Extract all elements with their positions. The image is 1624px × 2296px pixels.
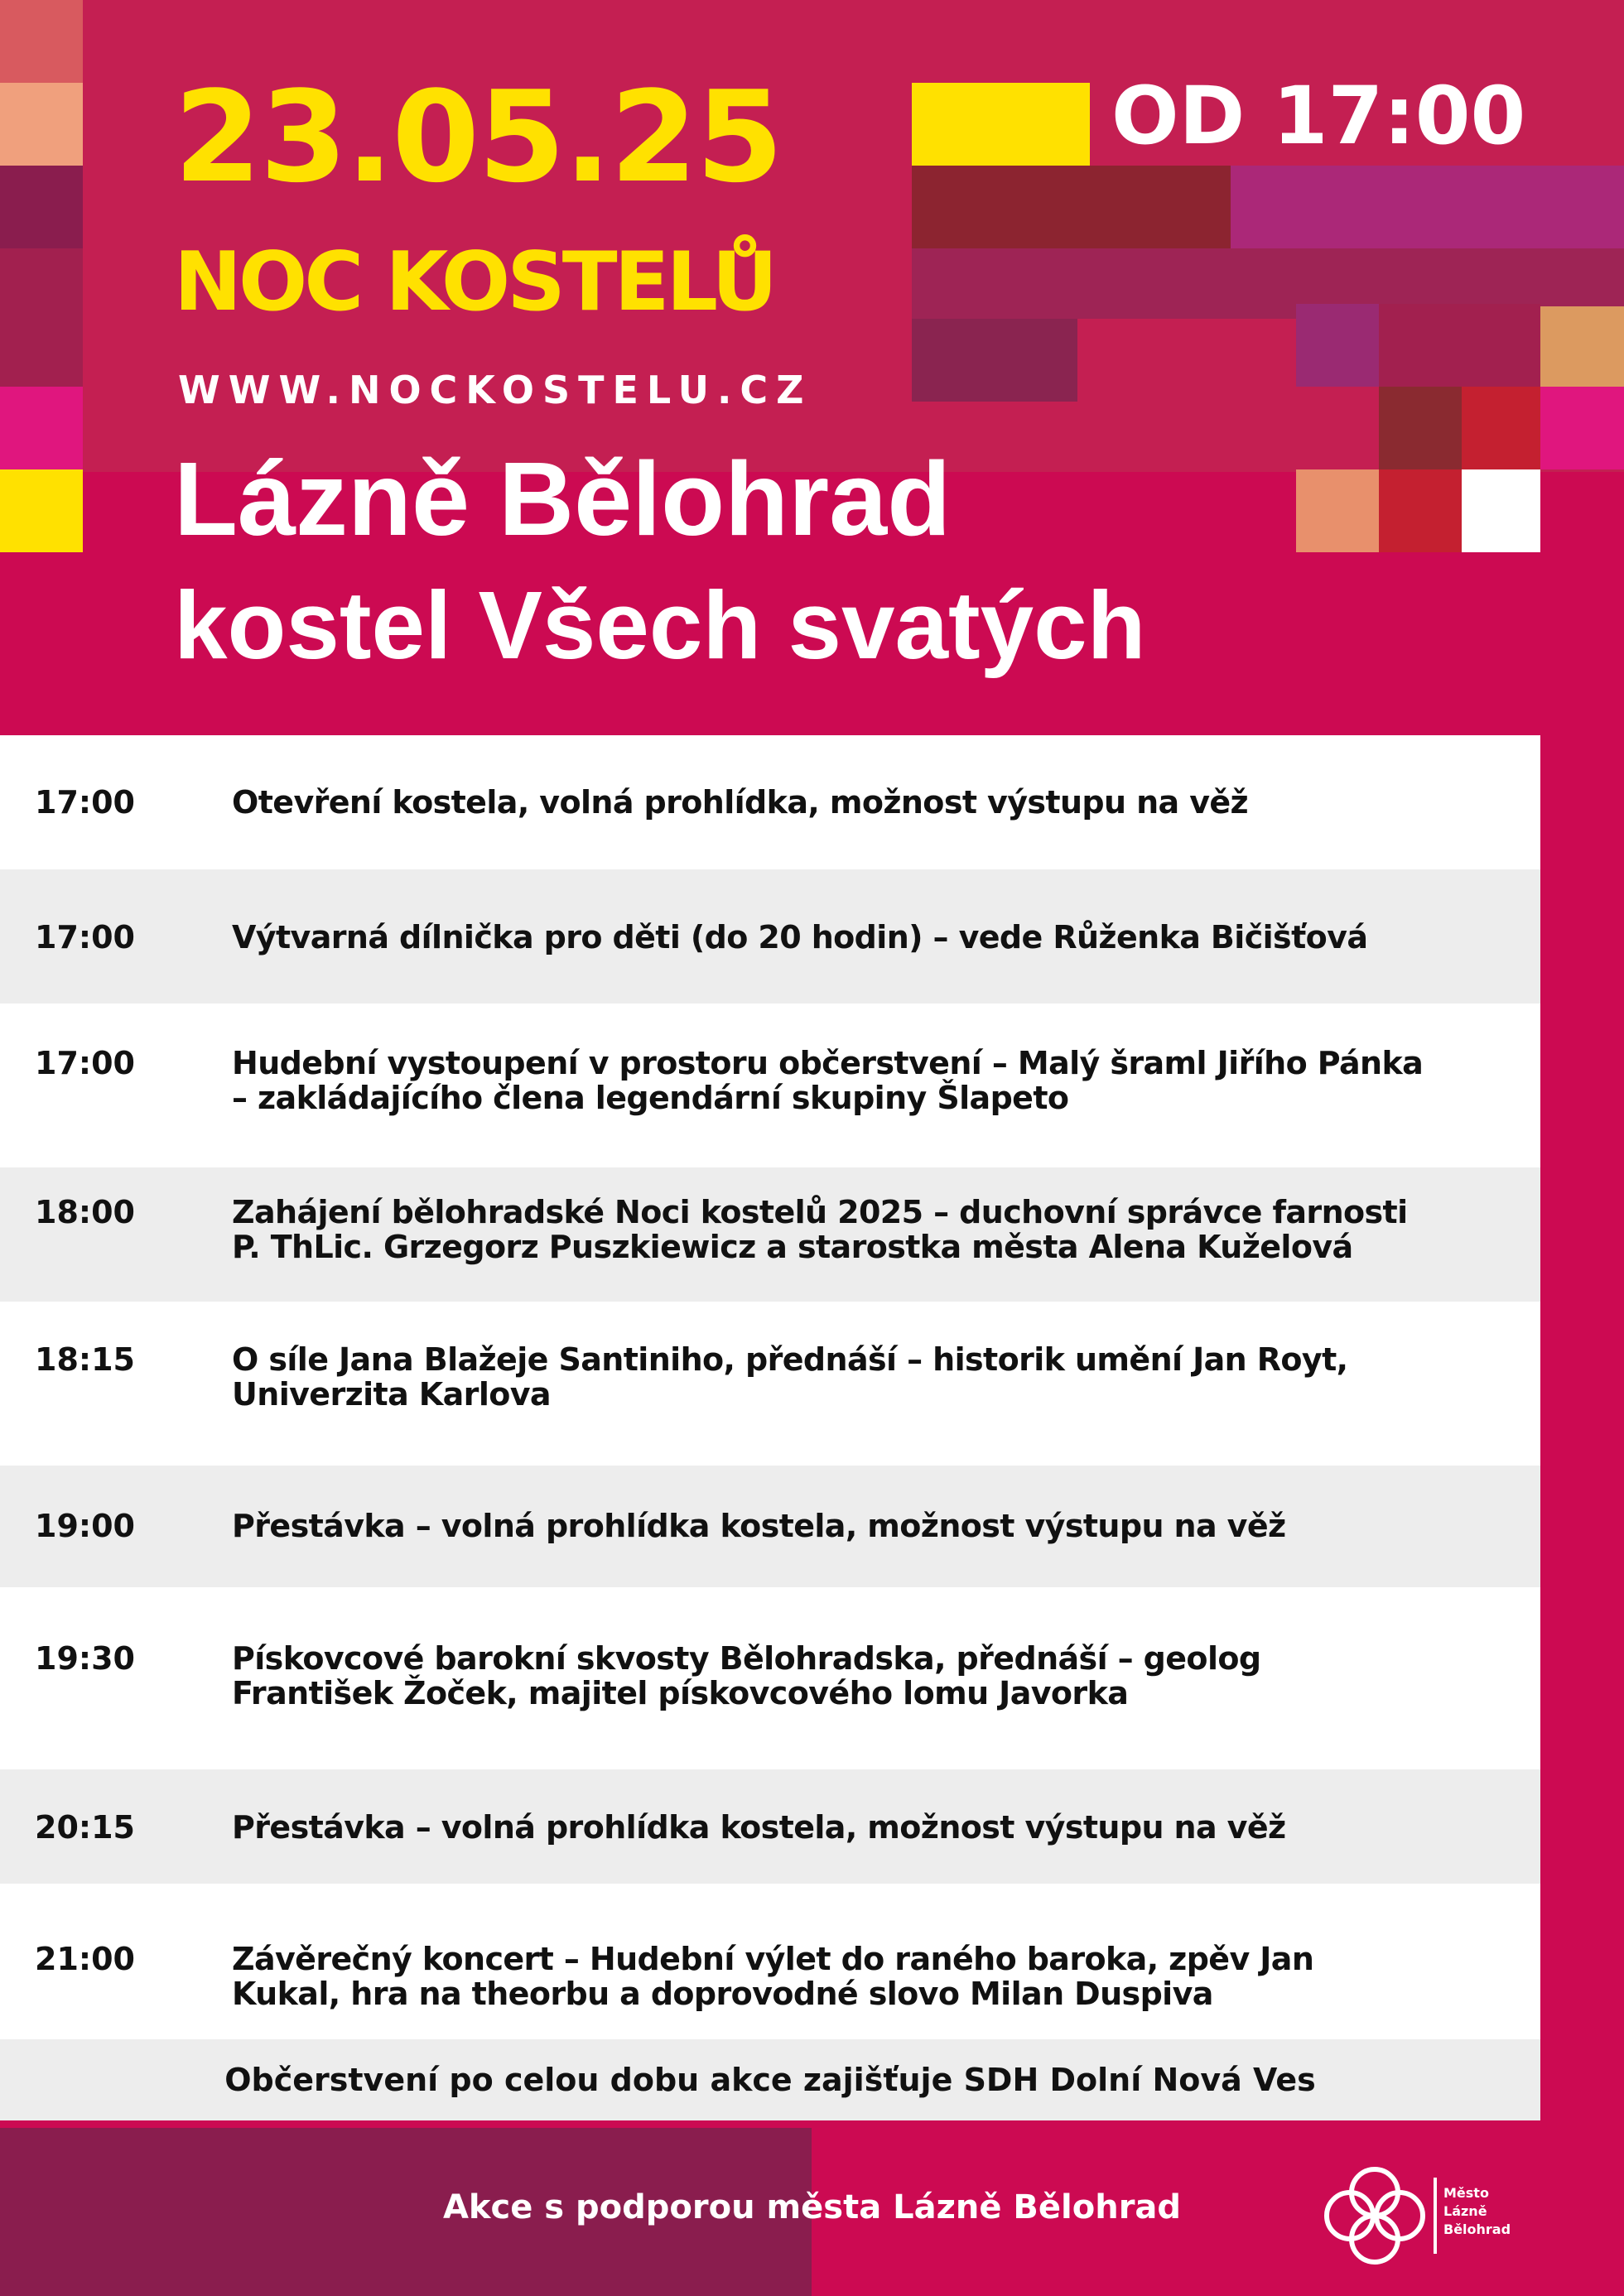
refreshment-row — [0, 2039, 1540, 2120]
mosaic-tile — [912, 166, 1231, 248]
logo-line: Bělohrad — [1443, 2221, 1511, 2237]
row-line: Kukal, hra na theorbu a doprovodné slovo Milan Duspiva — [232, 1976, 1213, 2012]
row-description — [232, 1810, 1532, 1845]
row-line: Pískovcové barokní skvosty Bělohradska, přednáší – geolog — [232, 1640, 1261, 1677]
row-description — [232, 785, 1532, 820]
row-time: 20:15 — [35, 1809, 135, 1846]
mosaic-tile — [1379, 469, 1462, 552]
row-description — [232, 1195, 1532, 1264]
row-time: 17:00 — [35, 1045, 135, 1081]
mosaic-tile — [912, 319, 1077, 402]
mosaic-tile — [1540, 306, 1624, 387]
mosaic-tile — [1296, 304, 1379, 387]
support-text: Akce s podporou města Lázně Bělohrad — [442, 2188, 1182, 2226]
row-line: Přestávka – volná prohlídka kostela, možnost výstupu na věž — [232, 1809, 1286, 1846]
programme-row — [0, 1769, 1540, 1884]
town-logo-icon — [1313, 2161, 1437, 2269]
row-line: Závěrečný koncert – Hudební výlet do raného baroka, zpěv Jan — [232, 1941, 1314, 1977]
mosaic-tile — [0, 166, 83, 248]
programme-row — [0, 1466, 1540, 1587]
programme-row — [0, 1004, 1540, 1167]
programme-row — [0, 1587, 1540, 1769]
row-description — [232, 920, 1532, 955]
row-line: O síle Jana Blažeje Santiniho, přednáší – historik umění Jan Royt, — [232, 1341, 1348, 1378]
row-line: Otevření kostela, volná prohlídka, možnost výstupu na věž — [232, 784, 1249, 821]
mosaic-tile — [0, 469, 83, 552]
row-description — [232, 1942, 1532, 2011]
mosaic-tile — [0, 248, 83, 387]
mosaic-tile — [912, 83, 1090, 166]
refreshment-note: Občerstvení po celou dobu akce zajišťuje SDH Dolní Nová Ves — [224, 2062, 1316, 2098]
row-time: 19:30 — [35, 1640, 135, 1677]
row-line: P. ThLic. Grzegorz Puszkiewicz a starostka města Alena Kuželová — [232, 1229, 1353, 1265]
programme-row — [0, 1302, 1540, 1466]
mosaic-tile — [1379, 387, 1462, 469]
programme-row — [0, 735, 1540, 869]
row-description — [232, 1046, 1532, 1115]
mosaic-tile — [1296, 469, 1379, 552]
row-line: Přestávka – volná prohlídka kostela, možnost výstupu na věž — [232, 1508, 1286, 1544]
row-line: František Žoček, majitel pískovcového lomu Javorka — [232, 1675, 1129, 1711]
mosaic-tile — [1462, 387, 1540, 469]
website-link[interactable]: WWW.NOCKOSTELU.CZ — [178, 368, 812, 412]
row-line: Výtvarná dílnička pro děti (do 20 hodin) – vede Růženka Bičišťová — [232, 919, 1368, 955]
mosaic-tile — [1379, 304, 1540, 387]
row-description — [232, 1342, 1532, 1412]
programme-row — [0, 869, 1540, 1004]
row-line: – zakládajícího člena legendární skupiny Šlapeto — [232, 1080, 1069, 1116]
row-line: Univerzita Karlova — [232, 1376, 551, 1413]
row-time: 17:00 — [35, 919, 135, 955]
programme-row — [0, 1167, 1540, 1302]
logo-text — [1443, 2184, 1511, 2239]
event-name: NOC KOSTELŮ — [174, 235, 775, 330]
event-date: 23.05.25 — [174, 64, 783, 210]
mosaic-tile — [0, 83, 83, 166]
row-line: Zahájení bělohradské Noci kostelů 2025 – duchovní správce farnosti — [232, 1194, 1408, 1230]
row-time: 21:00 — [35, 1941, 135, 1977]
programme-list — [0, 735, 1540, 2120]
mosaic-tile — [1540, 387, 1624, 469]
row-time: 17:00 — [35, 784, 135, 821]
mosaic-tile — [0, 387, 83, 469]
start-time: OD 17:00 — [1111, 70, 1526, 162]
logo-line: Lázně — [1443, 2203, 1487, 2219]
programme-row — [0, 1884, 1540, 2039]
row-description — [232, 1509, 1532, 1543]
row-time: 18:15 — [35, 1341, 135, 1378]
town-title: Lázně Bělohrad — [174, 440, 952, 557]
town-logo — [1313, 2161, 1528, 2269]
mosaic-tile — [1231, 166, 1624, 248]
row-line: Hudební vystoupení v prostoru občerstvení – Malý šraml Jiřího Pánka — [232, 1045, 1424, 1081]
logo-line: Město — [1443, 2185, 1489, 2201]
mosaic-tile — [1462, 469, 1540, 552]
row-time: 19:00 — [35, 1508, 135, 1544]
row-time: 18:00 — [35, 1194, 135, 1230]
mosaic-tile — [0, 0, 83, 83]
church-title: kostel Všech svatých — [174, 571, 1146, 679]
row-description — [232, 1641, 1532, 1711]
